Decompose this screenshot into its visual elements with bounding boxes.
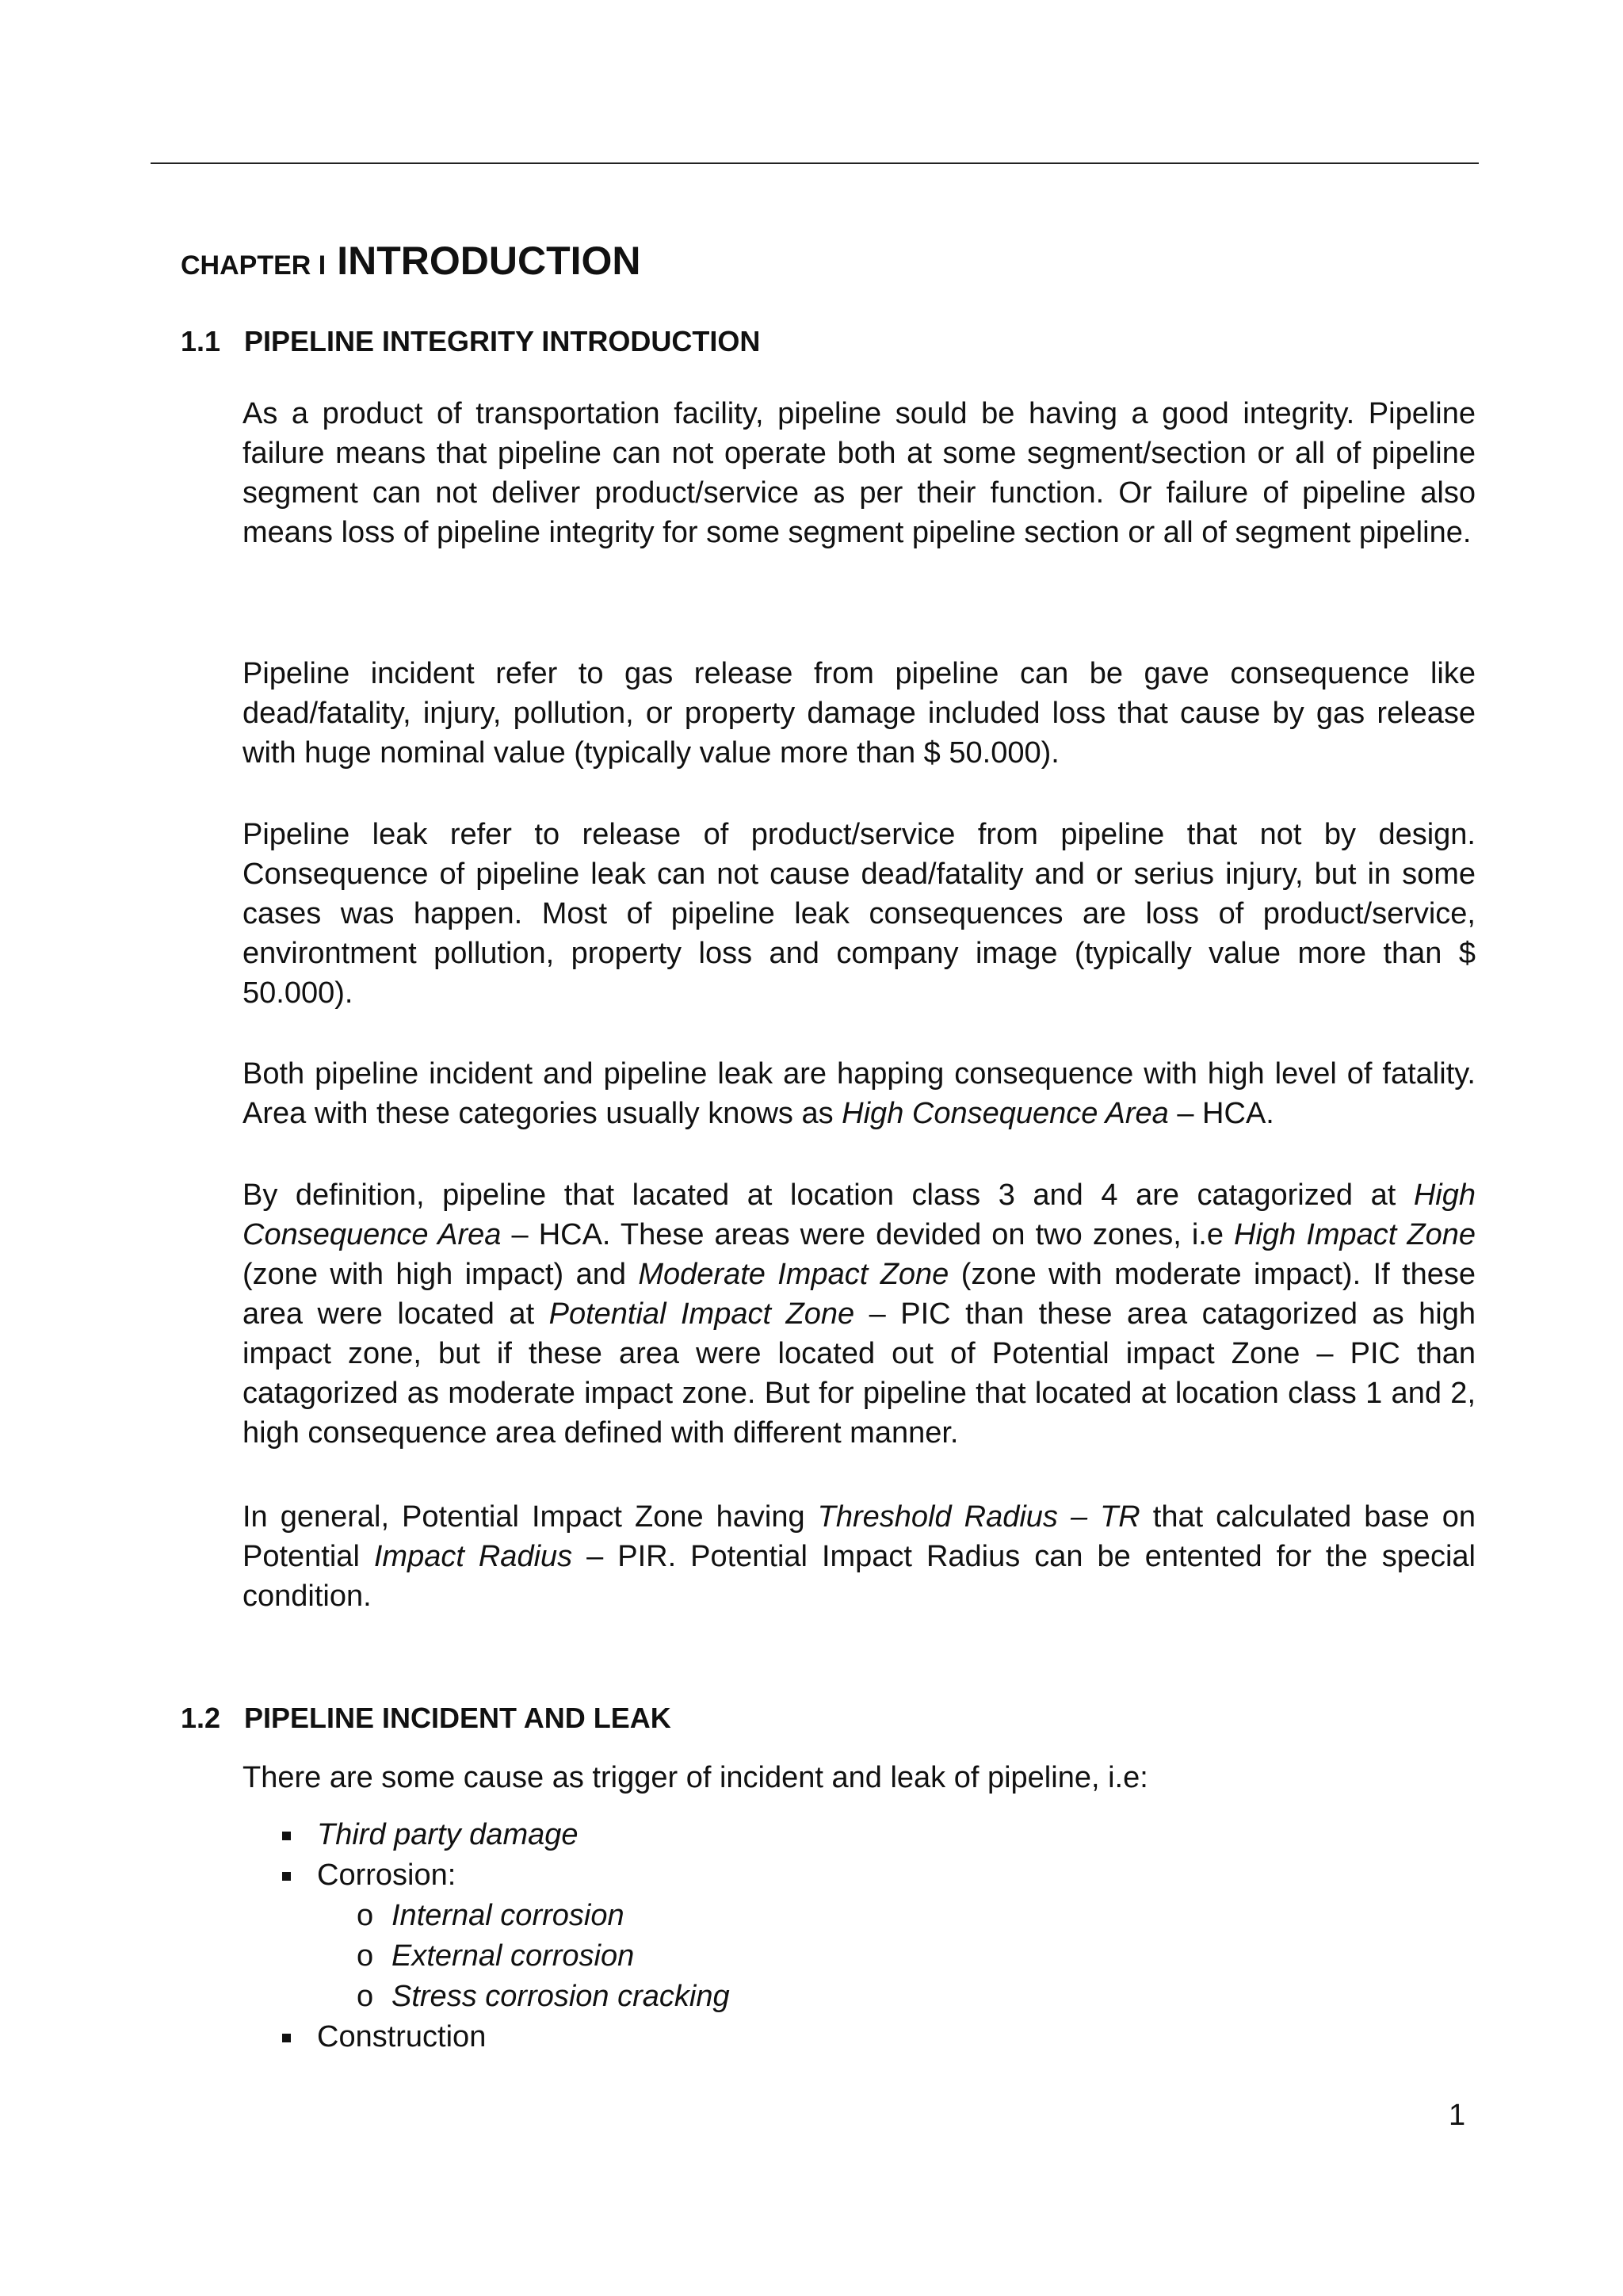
paragraph-causes-intro: There are some cause as trigger of incident and leak of pipeline, i.e: <box>242 1761 1148 1794</box>
chapter-label: CHAPTER I <box>181 250 327 281</box>
sub-list-item: o Internal corrosion <box>242 1896 1476 1936</box>
sub-list-item: o External corrosion <box>242 1936 1476 1977</box>
term-impact-radius: Impact Radius <box>373 1540 573 1573</box>
list-item: Corrosion: <box>242 1855 1476 1896</box>
term-high-consequence-area: High Consequence Area <box>242 1179 1476 1251</box>
page-number: 1 <box>1449 2099 1466 2132</box>
section-heading-1-2 <box>181 1702 671 1735</box>
list-item: Construction <box>242 2017 1476 2057</box>
term-potential-impact-zone: Potential Impact Zone <box>548 1297 855 1331</box>
circle-bullet-icon: o <box>357 1899 374 1932</box>
section-number: 1.2 <box>181 1702 221 1734</box>
term-threshold-radius: Threshold Radius – TR <box>817 1500 1140 1534</box>
chapter-title: INTRODUCTION <box>337 239 641 283</box>
section-title: PIPELINE INCIDENT AND LEAK <box>244 1702 671 1734</box>
paragraph-leak: Pipeline leak refer to release of product/service from pipeline that not by design. Consequence of pipeline leak can not cause dead/fatality and or serius injury, but in some cases was happen. Most of pipeline leak consequences are loss of product/service, environtment pollution, property loss and company image (typically value more than $ 50.000). <box>242 818 1476 1010</box>
sub-list-item: o Stress corrosion cracking <box>242 1977 1476 2017</box>
paragraph-integrity: As a product of transportation facility, pipeline sould be having a good integrity. Pipeline failure means that pipeline can not operate both at some segment/section or all of pipeline segment can not deliver product/service as per their function. Or failure of pipeline also means loss of pipeline integrity for some segment pipeline section or all of segment pipeline. <box>242 397 1476 549</box>
section-number: 1.1 <box>181 325 221 357</box>
header-rule <box>151 162 1479 164</box>
circle-bullet-icon: o <box>357 1980 374 2013</box>
cause-list <box>242 1815 1476 2057</box>
section-title: PIPELINE INTEGRITY INTRODUCTION <box>244 325 761 357</box>
paragraph-threshold-radius: In general, Potential Impact Zone having Threshold Radius – TR that calculated base on Potential Impact Radius – PIR. Potential Impact Radius can be entented for the special condition. <box>242 1500 1476 1613</box>
circle-bullet-icon: o <box>357 1939 374 1973</box>
term-high-consequence-area: High Consequence Area <box>842 1097 1169 1130</box>
paragraph-hca: Both pipeline incident and pipeline leak are happing consequence with high level of fatality. Area with these categories usually knows as High Consequence Area – HCA. <box>242 1057 1476 1130</box>
paragraph-incident: Pipeline incident refer to gas release from pipeline can be gave consequence like dead/fatality, injury, pollution, or property damage included loss that cause by gas release with huge nominal value (typically value more than $ 50.000). <box>242 657 1476 770</box>
list-item: Third party damage <box>242 1815 1476 1855</box>
term-high-impact-zone: High Impact Zone <box>1234 1218 1476 1251</box>
chapter-heading <box>181 238 641 284</box>
paragraph-definition: By definition, pipeline that lacated at location class 3 and 4 are catagorized at High Consequence Area – HCA. These areas were devided on two zones, i.e High Impact Zone (zone with high impact) and Moderate Impact Zone (zone with moderate impact). If these area were located at Potential Impact Zone – PIC than these area catagorized as high impact zone, but if these area were located out of Potential impact Zone – PIC than catagorized as moderate impact zone. But for pipeline that located at location class 1 and 2, high consequence area defined with different manner. <box>242 1179 1476 1450</box>
term-moderate-impact-zone: Moderate Impact Zone <box>638 1258 949 1291</box>
section-heading-1-1 <box>181 325 760 358</box>
